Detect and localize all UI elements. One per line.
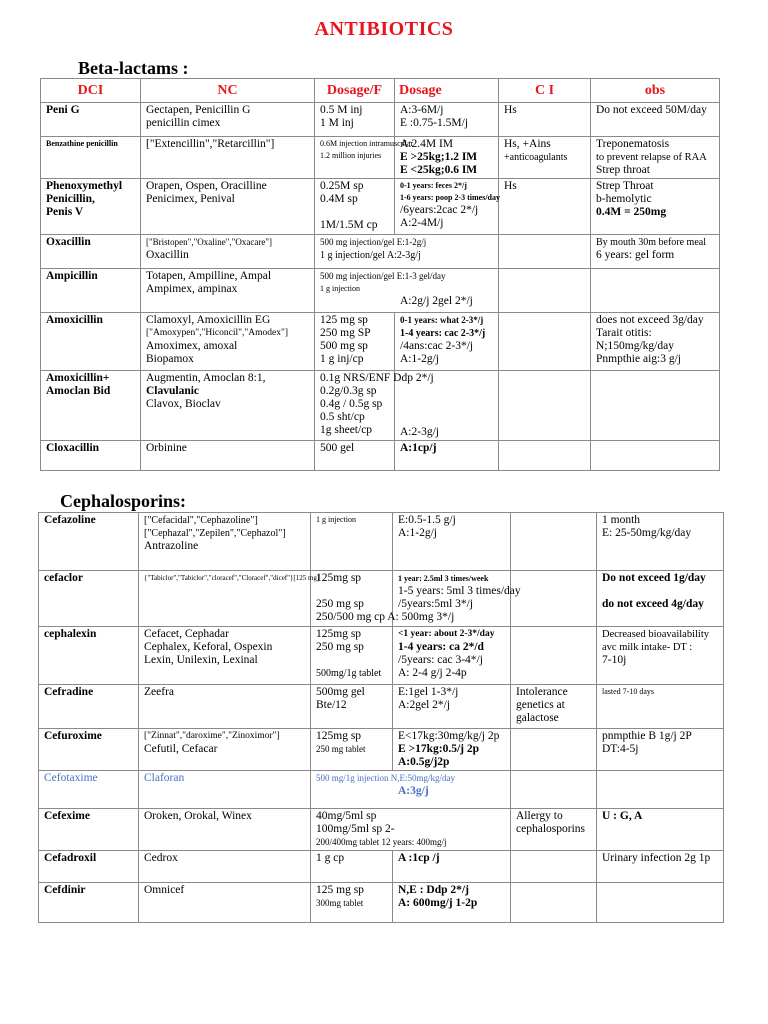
- cell-line: 1 month: [602, 514, 641, 526]
- dosage-form-cell: [311, 513, 393, 571]
- cell-line: Gectapen, Penicillin G: [146, 104, 251, 116]
- cell-line: cephalexin: [44, 628, 97, 640]
- cell-line: E >17kg:0.5/j 2p: [398, 743, 479, 755]
- cell-line: 40mg/5ml sp: [316, 810, 377, 822]
- cell-line: 250/500 mg cp A: 500mg 3*/j: [316, 611, 455, 623]
- dosage-cell: [395, 313, 499, 371]
- cell-line: /6years:2cac 2*/j: [400, 204, 479, 216]
- cell-line: [316, 654, 387, 667]
- cell-line: ["Zinnat","daroxime","Zinoximor"]: [144, 731, 280, 741]
- dci-cell: [41, 269, 141, 313]
- cell-line: 250 mg sp: [316, 641, 364, 653]
- cell-line: Cefexime: [44, 810, 90, 822]
- cell-line: Orbinine: [146, 442, 187, 454]
- dci-cell: [39, 513, 139, 571]
- section-title-cephalosporins: Cephalosporins:: [60, 491, 187, 511]
- cell-line: Do not exceed 50M/day: [596, 104, 707, 116]
- cell-line: Urinary infection 2g 1p: [602, 852, 711, 864]
- cell-line: 500 mg sp: [320, 340, 368, 352]
- cell-line: lasted 7-10 days: [602, 687, 654, 696]
- nc-cell: [141, 269, 315, 313]
- cell-line: do not exceed 4g/day: [602, 598, 704, 610]
- section-title-beta-lactams: Beta-lactams :: [78, 58, 189, 78]
- dosage-form-cell: [315, 441, 395, 471]
- cell-line: ["Cephazal","Zepilen","Cephazol"]: [144, 528, 286, 539]
- dosage-form-cell: [315, 137, 414, 179]
- dci-cell: [41, 103, 141, 137]
- dosage-cell: [393, 729, 511, 771]
- cell-line: 0.1g NRS/ENF Ddp 2*/j: [320, 372, 434, 384]
- obs-cell: [591, 269, 720, 313]
- cell-line: Strep Throat: [596, 180, 654, 192]
- cell-line: E:0.5-1.5 g/j: [398, 514, 456, 526]
- cell-line: A: 2-4 g/j 2-4p: [398, 667, 467, 679]
- cell-line: A:1-2g/j: [400, 353, 439, 365]
- cell-line: Totapen, Ampilline, Ampal: [146, 270, 272, 282]
- nc-cell: [141, 235, 315, 269]
- cell-line: 0.4M sp: [320, 193, 358, 205]
- cell-line: Strep throat: [596, 164, 650, 176]
- cell-line: Clamoxyl, Amoxicillin EG: [146, 314, 271, 326]
- ci-cell: [511, 685, 597, 729]
- dosage-form-cell: [311, 851, 393, 883]
- cell-line: [320, 206, 389, 219]
- cell-line: 125 mg sp: [316, 884, 364, 896]
- column-header-dosage-form: Dosage/F: [315, 79, 395, 103]
- cell-line: 0.6M injection intramuscular: [320, 139, 414, 148]
- cell-line: {"Tabiclor","Tabiclor","cloracef","Cloracef","dicef"}[125 mg]: [144, 574, 320, 582]
- cell-line: cephalosporins: [516, 823, 585, 835]
- cell-line: Ampimex, ampinax: [146, 283, 238, 295]
- dosage-form-cell: [315, 103, 395, 137]
- obs-cell: [591, 137, 720, 179]
- cell-line: +anticoagulants: [504, 152, 568, 163]
- cell-line: 125mg sp: [316, 628, 362, 640]
- cell-line: to prevent relapse of RAA: [596, 152, 707, 163]
- nc-cell: [141, 371, 315, 441]
- cell-line: galactose: [516, 712, 559, 724]
- cell-line: 500 mg/1g injection N,E:50mg/kg/day: [316, 773, 455, 783]
- table-row: [39, 627, 724, 685]
- cell-line: Zeefra: [144, 686, 174, 698]
- ci-cell: [499, 137, 591, 179]
- cell-line: Clavox, Bioclav: [146, 398, 221, 410]
- dosage-cell: [393, 685, 511, 729]
- dosage-cell: [393, 627, 511, 685]
- nc-cell: [139, 685, 311, 729]
- cell-line: 1-4 years: cac 2-3*/j: [400, 328, 486, 339]
- cell-line: cefaclor: [44, 572, 83, 584]
- ci-cell: [511, 809, 597, 851]
- cell-line: 1 g injection: [316, 515, 356, 524]
- cell-line: 125 mg sp: [320, 314, 368, 326]
- cell-line: U : G, A: [602, 810, 643, 822]
- dci-cell: [39, 809, 139, 851]
- cell-line: 1g sheet/cp: [320, 424, 373, 436]
- cell-line: 500mg gel: [316, 686, 365, 698]
- cell-line: Cefutil, Cefacar: [144, 743, 218, 755]
- cell-line: 500 mg injection/gel E:1-3 gel/day: [320, 271, 446, 281]
- table-row: [41, 441, 720, 471]
- dosage-cell: [395, 179, 499, 235]
- table-row: [39, 883, 724, 923]
- cell-line: 1-4 years: ca 2*/d: [398, 641, 484, 653]
- cell-line: 250 mg tablet: [316, 744, 366, 754]
- cell-line: Oxacillin: [146, 249, 189, 261]
- nc-cell: [141, 137, 315, 179]
- cell-line: Ampicillin: [46, 270, 98, 282]
- dosage-form-cell: [311, 771, 511, 809]
- dosage-cell: [395, 137, 499, 179]
- table-row: [39, 809, 724, 851]
- nc-cell: [139, 513, 311, 571]
- cell-line: /5years: cac 3-4*/j: [398, 654, 483, 666]
- cell-line: N,E : Ddp 2*/j: [398, 884, 469, 896]
- cell-line: A:0.5g/j2p: [398, 756, 450, 768]
- cell-line: pnmpthie B 1g/j 2P: [602, 730, 692, 742]
- cell-line: A:2.4M IM: [400, 138, 454, 150]
- cell-line: Lexin, Unilexin, Lexinal: [144, 654, 258, 666]
- ci-cell: [511, 513, 597, 571]
- cell-line: Penicimex, Penival: [146, 193, 235, 205]
- column-header-nc: NC: [141, 79, 315, 103]
- nc-cell: [139, 883, 311, 923]
- ci-cell: [511, 851, 597, 883]
- nc-cell: [139, 627, 311, 685]
- cephalosporins-table: [38, 512, 724, 923]
- cell-line: A:3-6M/j: [400, 104, 444, 116]
- obs-cell: [591, 103, 720, 137]
- cell-line: 250 mg sp: [316, 598, 364, 610]
- column-header-observations: obs: [591, 79, 720, 103]
- cell-line: Decreased bioavailability: [602, 629, 709, 640]
- dosage-form-cell: [311, 883, 393, 923]
- dci-cell: [39, 627, 139, 685]
- cell-line: Cefazoline: [44, 514, 96, 526]
- cell-line: A:1-2g/j: [398, 527, 437, 539]
- dosage-form-cell: [311, 729, 393, 771]
- dci-cell: [41, 235, 141, 269]
- cell-line: 500 mg injection/gel E:1-2g/j: [320, 237, 427, 247]
- ci-cell: [511, 627, 597, 685]
- dosage-cell: [393, 851, 511, 883]
- obs-cell: [591, 313, 720, 371]
- cell-line: Pnmpthie aig:3 g/j: [596, 353, 681, 365]
- cell-line: E :0.75-1.5M/j: [400, 117, 469, 129]
- cell-line: 100mg/5ml sp 2-: [316, 823, 395, 835]
- dosage-form-cell: [311, 627, 393, 685]
- cell-line: Amoximex, amoxal: [146, 340, 238, 352]
- cell-line: ["Extencillin","Retarcillin"]: [146, 138, 275, 150]
- obs-cell: [597, 627, 724, 685]
- dci-cell: [41, 313, 141, 371]
- table-row: [41, 103, 720, 137]
- cell-line: 0.5 sht/cp: [320, 411, 365, 423]
- cell-line: Cefradine: [44, 686, 94, 698]
- cell-line: A:3g/j: [398, 785, 429, 797]
- dci-cell: [39, 729, 139, 771]
- table-row: [41, 137, 720, 179]
- cell-line: 1 g injection/gel A:2-3g/j: [320, 250, 421, 261]
- cell-line: A:2g/j 2gel 2*/j: [400, 295, 473, 307]
- ci-cell: [499, 235, 591, 269]
- cell-line: ["Cefacidal","Cephazoline"]: [144, 515, 258, 526]
- cell-line: Amoclan Bid: [46, 385, 111, 397]
- obs-cell: [591, 235, 720, 269]
- cell-line: A:2gel 2*/j: [398, 699, 451, 711]
- cell-line: Allergy to: [516, 810, 563, 822]
- nc-cell: [141, 179, 315, 235]
- dci-cell: [39, 883, 139, 923]
- cell-line: 0-1 years: feces 2*/j: [400, 181, 467, 190]
- cell-line: N;150mg/kg/day: [596, 340, 674, 352]
- cell-line: 1-6 years: poop 2-3 times/day: [400, 193, 500, 202]
- cell-line: 1 g injection: [320, 284, 360, 293]
- cell-line: E:1gel 1-3*/j: [398, 686, 459, 698]
- nc-cell: [141, 313, 315, 371]
- obs-cell: [597, 809, 724, 851]
- obs-cell: [591, 441, 720, 471]
- ci-cell: [499, 269, 591, 313]
- dosage-cell: [393, 883, 511, 923]
- obs-cell: [597, 571, 724, 627]
- cell-line: [602, 585, 718, 598]
- cell-line: A:2-4M/j: [400, 217, 444, 229]
- table-row: [39, 571, 724, 627]
- dosage-form-cell: [315, 313, 395, 371]
- cell-line: Peni G: [46, 104, 80, 116]
- cell-line: 500 gel: [320, 442, 355, 454]
- dosage-cell: [395, 103, 499, 137]
- ci-cell: [499, 179, 591, 235]
- cell-line: Cedrox: [144, 852, 178, 864]
- table-row: [41, 371, 720, 441]
- cell-line: 250 mg SP: [320, 327, 371, 339]
- table-row: [41, 269, 720, 313]
- cell-line: Cephalex, Keforal, Ospexin: [144, 641, 273, 653]
- table-row: [41, 235, 720, 269]
- cell-line: Cefadroxil: [44, 852, 97, 864]
- dci-cell: [39, 771, 139, 809]
- cell-line: 0.5 M inj: [320, 104, 363, 116]
- table-row: [39, 771, 724, 809]
- page-title: ANTIBIOTICS: [314, 18, 454, 40]
- cell-line: [316, 585, 387, 598]
- cell-line: Bte/12: [316, 699, 347, 711]
- obs-cell: [597, 513, 724, 571]
- table-row: [41, 313, 720, 371]
- cell-line: Claforan: [144, 772, 185, 784]
- cell-line: 1.2 million injuries: [320, 151, 382, 160]
- table-row: [39, 513, 724, 571]
- nc-cell: [141, 103, 315, 137]
- obs-cell: [597, 851, 724, 883]
- cell-line: A:1cp/j: [400, 442, 437, 454]
- cell-line: Intolerance: [516, 686, 568, 698]
- cell-line: Omnicef: [144, 884, 185, 896]
- cell-line: 0.4g / 0.5g sp: [320, 398, 383, 410]
- cell-line: 7-10j: [602, 654, 627, 666]
- cell-line: Cloxacillin: [46, 442, 100, 454]
- cell-line: Cefotaxime: [44, 772, 98, 784]
- dci-cell: [41, 371, 141, 441]
- cell-line: Augmentin, Amoclan 8:1,: [146, 372, 266, 384]
- column-header-dosage: Dosage: [395, 79, 499, 103]
- cell-line: Hs, +Ains: [504, 138, 551, 150]
- nc-cell: [139, 729, 311, 771]
- ci-cell: [511, 883, 597, 923]
- obs-cell: [597, 685, 724, 729]
- obs-cell: [591, 371, 720, 441]
- column-header-contraindications: C I: [499, 79, 591, 103]
- cell-line: 0.4M = 250mg: [596, 206, 667, 218]
- cell-line: ["Amoxypen","Hiconcil","Amodex"]: [146, 328, 288, 338]
- ci-cell: [499, 441, 591, 471]
- ci-cell: [511, 729, 597, 771]
- cell-line: Cefuroxime: [44, 730, 102, 742]
- obs-cell: [597, 729, 724, 771]
- cell-line: Oxacillin: [46, 236, 91, 248]
- cell-line: 0.25M sp: [320, 180, 364, 192]
- cell-line: 0-1 years: what 2-3*/j: [400, 315, 484, 325]
- dci-cell: [41, 441, 141, 471]
- cell-line: b-hemolytic: [596, 193, 652, 205]
- cell-line: Treponematosis: [596, 138, 670, 150]
- dosage-form-cell: [315, 235, 499, 269]
- cell-line: 1-5 years: 5ml 3 times/day: [398, 585, 521, 597]
- cell-line: Do not exceed 1g/day: [602, 572, 706, 584]
- cell-line: /4ans:cac 2-3*/j: [400, 340, 474, 352]
- cell-line: Antrazoline: [144, 540, 199, 552]
- ci-cell: [499, 313, 591, 371]
- cell-line: 125mg sp: [316, 730, 362, 742]
- cell-line: E<17kg:30mg/kg/j 2p: [398, 730, 500, 742]
- cell-line: Amoxicillin+: [46, 372, 110, 384]
- cell-line: 125mg sp: [316, 572, 362, 584]
- cell-line: E: 25-50mg/kg/day: [602, 527, 692, 539]
- ci-cell: [499, 371, 591, 441]
- cell-line: 200/400mg tablet 12 years: 400mg/j: [316, 837, 447, 847]
- table-row: [39, 851, 724, 883]
- cell-line: 0.2g/0.3g sp: [320, 385, 377, 397]
- dci-cell: [41, 179, 141, 235]
- obs-cell: [597, 883, 724, 923]
- ci-cell: [511, 571, 597, 627]
- cell-line: 1 M inj: [320, 117, 354, 129]
- dosage-cell: [395, 441, 499, 471]
- nc-cell: [139, 771, 311, 809]
- cell-line: Amoxicillin: [46, 314, 103, 326]
- table-row: [41, 179, 720, 235]
- ci-cell: [511, 771, 597, 809]
- cell-line: does not exceed 3g/day: [596, 314, 704, 326]
- cell-line: 6 years: gel form: [596, 249, 675, 261]
- cell-line: Cefacet, Cephadar: [144, 628, 229, 640]
- table-row: [39, 685, 724, 729]
- cell-line: Penis V: [46, 206, 84, 218]
- dci-cell: [39, 685, 139, 729]
- cell-line: E >25kg;1.2 IM: [400, 151, 478, 163]
- cell-line: Hs: [504, 180, 517, 192]
- cell-line: 1 g cp: [316, 852, 345, 864]
- cell-line: Hs: [504, 104, 517, 116]
- dci-cell: [39, 571, 139, 627]
- cell-line: A: 600mg/j 1-2p: [398, 897, 478, 909]
- cell-line: Cefdinir: [44, 884, 86, 896]
- obs-cell: [597, 771, 724, 809]
- ci-cell: [499, 103, 591, 137]
- cell-line: <1 year: about 2-3*/day: [398, 629, 495, 639]
- cell-line: Phenoxymethyl: [46, 180, 123, 192]
- beta-lactams-table: [40, 78, 720, 471]
- dosage-form-cell: [311, 809, 511, 851]
- cell-line: genetics at: [516, 699, 565, 711]
- dosage-form-cell: [311, 685, 393, 729]
- cell-line: Clavulanic: [146, 385, 200, 397]
- cell-line: Tarait otitis:: [596, 327, 652, 339]
- dci-cell: [39, 851, 139, 883]
- cell-line: 1 year: 2.5ml 3 times/week: [398, 574, 489, 583]
- nc-cell: [139, 809, 311, 851]
- cell-line: ["Bristopen","Oxaline","Oxacare"]: [146, 237, 272, 247]
- cell-line: penicillin cimex: [146, 117, 221, 129]
- dosage-cell: [393, 513, 511, 571]
- cell-line: Benzathine penicillin: [46, 139, 118, 148]
- dosage-form-cell: [315, 269, 499, 313]
- cell-line: 300mg tablet: [316, 898, 364, 908]
- cell-line: 1M/1.5M cp: [320, 219, 378, 231]
- cell-line: 1 g inj/cp: [320, 353, 364, 365]
- obs-cell: [591, 179, 720, 235]
- cell-line: By mouth 30m before meal: [596, 237, 706, 248]
- nc-cell: [139, 851, 311, 883]
- cell-line: /5years:5ml 3*/j: [398, 598, 474, 610]
- table-row: [39, 729, 724, 771]
- nc-cell: [141, 441, 315, 471]
- cell-line: Orapen, Ospen, Oracilline: [146, 180, 267, 192]
- cell-line: 500mg/1g tablet: [316, 668, 382, 679]
- cell-line: A:2-3g/j: [400, 426, 439, 438]
- cell-line: Biopamox: [146, 353, 194, 365]
- cell-line: Oroken, Orokal, Winex: [144, 810, 252, 822]
- dci-cell: [41, 137, 141, 179]
- column-header-dci: DCI: [41, 79, 141, 103]
- cell-line: E <25kg;0.6 IM: [400, 164, 478, 176]
- nc-cell: [139, 571, 320, 627]
- cell-line: avc milk intake- DT :: [602, 642, 693, 653]
- cell-line: Penicillin,: [46, 193, 95, 205]
- cell-line: A :1cp /j: [398, 852, 440, 864]
- dosage-form-cell: [315, 179, 395, 235]
- cell-line: DT:4-5j: [602, 743, 639, 755]
